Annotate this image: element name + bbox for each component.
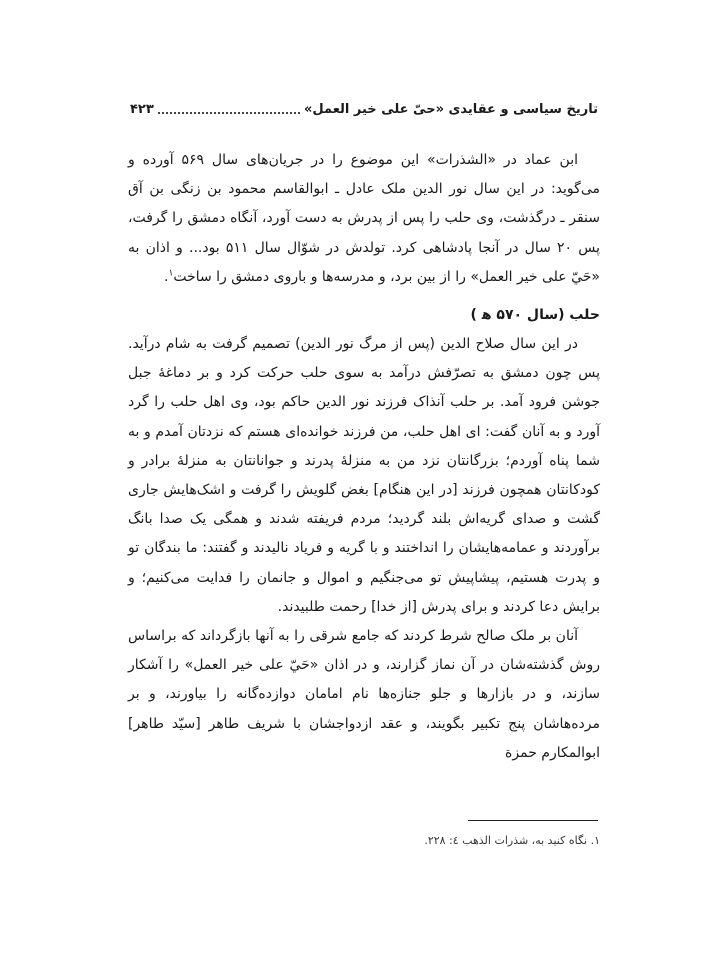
paragraph-1-text: ابن عماد در «الشذرات» این موضوع را در جریان‌های سال ۵۶۹ آورده و می‌گوید: در این سال نور الدین ملک عادل ـ ابوالقاسم محمود بن زنگی بن آق سنقر ـ درگذشت، وی حلب را پس از پدرش به دست آورد، آنگاه دمشق را گرفت، پس ۲۰ سال در آنجا پادشاهی کرد. تولدش در شوّال سال ۵۱۱ بود... و اذان به «حَيّ على خير العمل» را از بین برد، و مدرسه‌ها و باروی دمشق را ساخت — [128, 152, 601, 285]
running-header — [130, 97, 598, 121]
footnote-divider — [468, 820, 598, 821]
footnote-marker: ۱ — [168, 268, 174, 279]
page-number: ۴۲۳ — [130, 101, 154, 117]
section-heading: حلب (سال ۵۷۰ ه‍ ) — [470, 307, 600, 324]
paragraph-1-end: . — [164, 268, 169, 285]
footnote: ۱. نگاه کنید به، شذرات الذهب ٤: ٢٢٨. — [424, 834, 600, 847]
running-title: تاریخ سیاسی و عقایدی «حیّ علی خیر العمل» — [303, 101, 598, 117]
paragraph-3: آنان بر ملک صالح شرط کردند که جامع شرقی را به آنها بازگرداند که براساس روش گذشته‌شان در آن نماز گزارند، و در اذان «حَيّ على خير العمل» را آشکار سازند، و در بازارها و جلو جنازه‌ها نام امامان دوازده‌گانه را بیاورند، و بر مرده‌هاشان پنج تکبیر بگویند، و عقد ازدواجشان با شریف طاهر [سیّد طاهر] ابوالمکارم حمزة — [128, 628, 600, 761]
dot-leader — [158, 112, 300, 114]
body-text — [128, 146, 600, 768]
paragraph-1 — [128, 146, 600, 292]
paragraph-2: در این سال صلاح الدین (پس از مرگ نور الدین) تصمیم گرفت به شام درآید. پس چون دمشق به تصرّفش درآمد به سوی حلب حرکت کرد و بر دماغهٔ جبل جوشن فرود آمد. بر حلب آنذاک فرزند نور الدین حاکم بود، وی اهل حلب را گرد آورد و به آنان گفت: ای اهل حلب، من فرزند خوانده‌ای هستم که نزدتان آمدم و به شما پناه آوردم؛ بزرگانتان نزد من به منزلهٔ پدرند و جوانانتان به منزلهٔ برادر و کودکانتان همچون فرزند [در این هنگام] بغض گلویش را گرفت و اشک‌هایش جاری گشت و صدای گریه‌اش بلند گردید؛ مردم فریفته شدند و همگی یک صدا بانگ برآوردند و عمامه‌هایشان را انداختند و با گریه و فریاد نالیدند و گفتند: ما بندگان تو و پدرت هستیم، پیشاپیش تو می‌جنگیم و اموال و جانمان را فدایت می‌کنیم؛ و برایش دعا کردند و برای پدرش [از خدا] رحمت طلبیدند. — [128, 336, 600, 615]
